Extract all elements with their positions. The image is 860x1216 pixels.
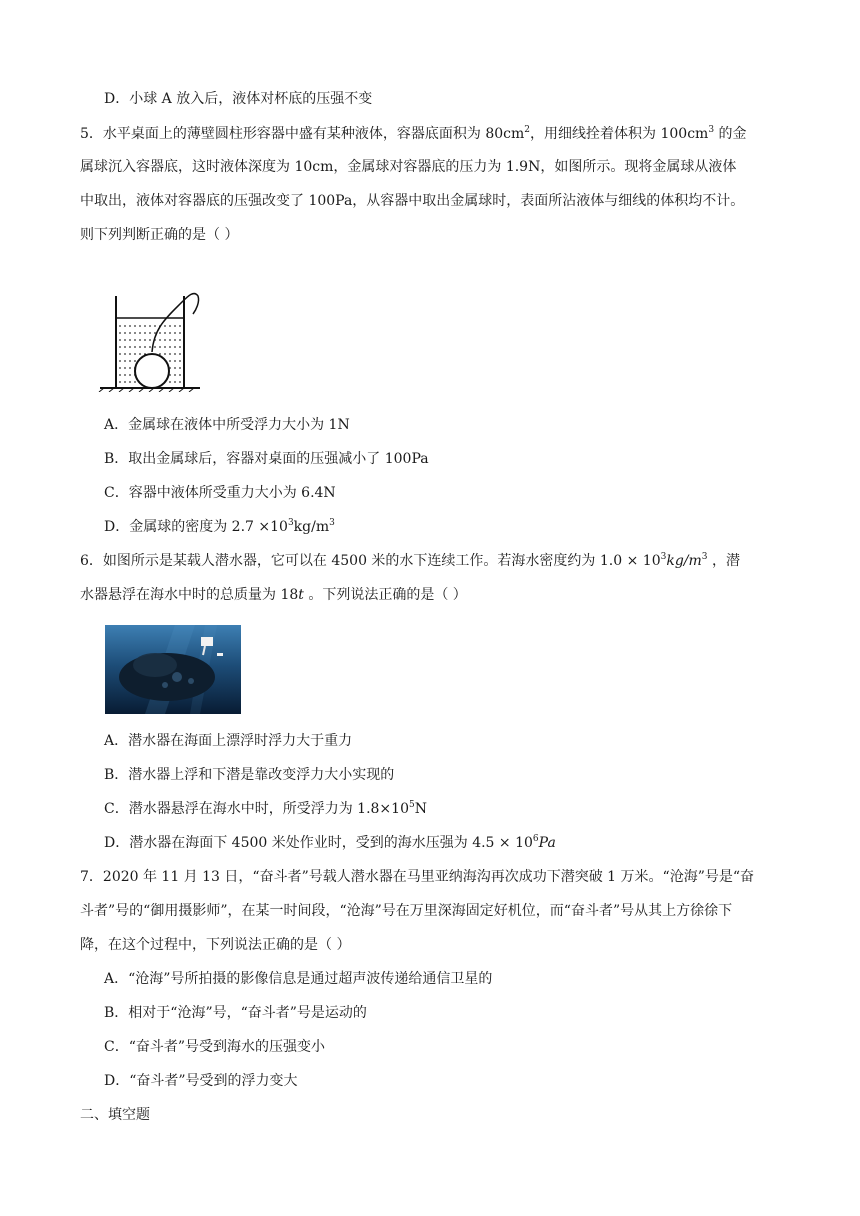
q6-stem-line-2: 水器悬浮在海水中时的总质量为 18t 。下列说法正确的是（ ） bbox=[80, 587, 467, 603]
q5-stem-line-3: 中取出，液体对容器底的压强改变了 100Pa，从容器中取出金属球时，表面所沾液体与细线的体积均不计。 bbox=[80, 193, 745, 209]
q6-option-a: A．潜水器在海面上漂浮时浮力大于重力 bbox=[104, 733, 353, 749]
q4-option-d: D．小球 A 放入后，液体对杯底的压强不变 bbox=[104, 91, 373, 107]
q6-option-c: C．潜水器悬浮在海水中时，所受浮力为 $1.8\times 10^5N$ bbox=[104, 800, 427, 817]
q5-stem-line-1: 5．水平桌面上的薄壁圆柱形容器中盛有某种液体，容器底面积为 $80cm^2$，用细线拴着体积为 $100cm^3$ 的金 bbox=[80, 125, 747, 142]
q5-stem-line-2: 属球沉入容器底，这时液体深度为 10cm，金属球对容器底的压力为 1.9N，如图所示。现将金属球从液体 bbox=[80, 159, 737, 175]
q7-stem-line-1: 7．2020 年 11 月 13 日，“奋斗者”号载人潜水器在马里亚纳海沟再次成功下潜突破 1 万米。“沧海”号是“奋 bbox=[80, 869, 755, 885]
container-ball-diagram bbox=[96, 288, 206, 392]
q6-option-d: D．潜水器在海面下 4500 米处作业时，受到的海水压强为 $4.5 \times 10^6Pa$ bbox=[104, 834, 556, 851]
q5-option-b: B．取出金属球后，容器对桌面的压强减小了 100Pa bbox=[104, 451, 429, 467]
submersible-photo bbox=[105, 625, 241, 714]
q7-stem-line-2: 斗者”号的“御用摄影师”，在某一时间段，“沧海”号在万里深海固定好机位，而“奋斗者”号从其上方徐徐下 bbox=[80, 903, 733, 919]
q6-option-b: B．潜水器上浮和下潜是靠改变浮力大小实现的 bbox=[104, 767, 395, 783]
q5-stem-line-4: 则下列判断正确的是（ ） bbox=[80, 227, 239, 243]
q7-option-d: D．“奋斗者”号受到的浮力变大 bbox=[104, 1073, 298, 1089]
q5-option-d: D．金属球的密度为 $2.7 \times 10^3kg/m^3$ bbox=[104, 518, 335, 535]
q5-option-c: C．容器中液体所受重力大小为 6.4N bbox=[104, 485, 336, 501]
q6-stem-line-1: 6．如图所示是某载人潜水器，它可以在 4500 米的水下连续工作。若海水密度约为 $1.0 \times 10^3kg/m^3$ ，潜 bbox=[80, 552, 740, 569]
q5-option-a: A．金属球在液体中所受浮力大小为 1N bbox=[104, 417, 350, 433]
q7-option-a: A．“沧海”号所拍摄的影像信息是通过超声波传递给通信卫星的 bbox=[104, 971, 493, 987]
q7-stem-line-3: 降，在这个过程中，下列说法正确的是（ ） bbox=[80, 937, 351, 953]
section-title-fill-in: 二、填空题 bbox=[80, 1107, 150, 1123]
q7-option-b: B．相对于“沧海”号，“奋斗者”号是运动的 bbox=[104, 1005, 367, 1021]
q7-option-c: C．“奋斗者”号受到海水的压强变小 bbox=[104, 1039, 326, 1055]
